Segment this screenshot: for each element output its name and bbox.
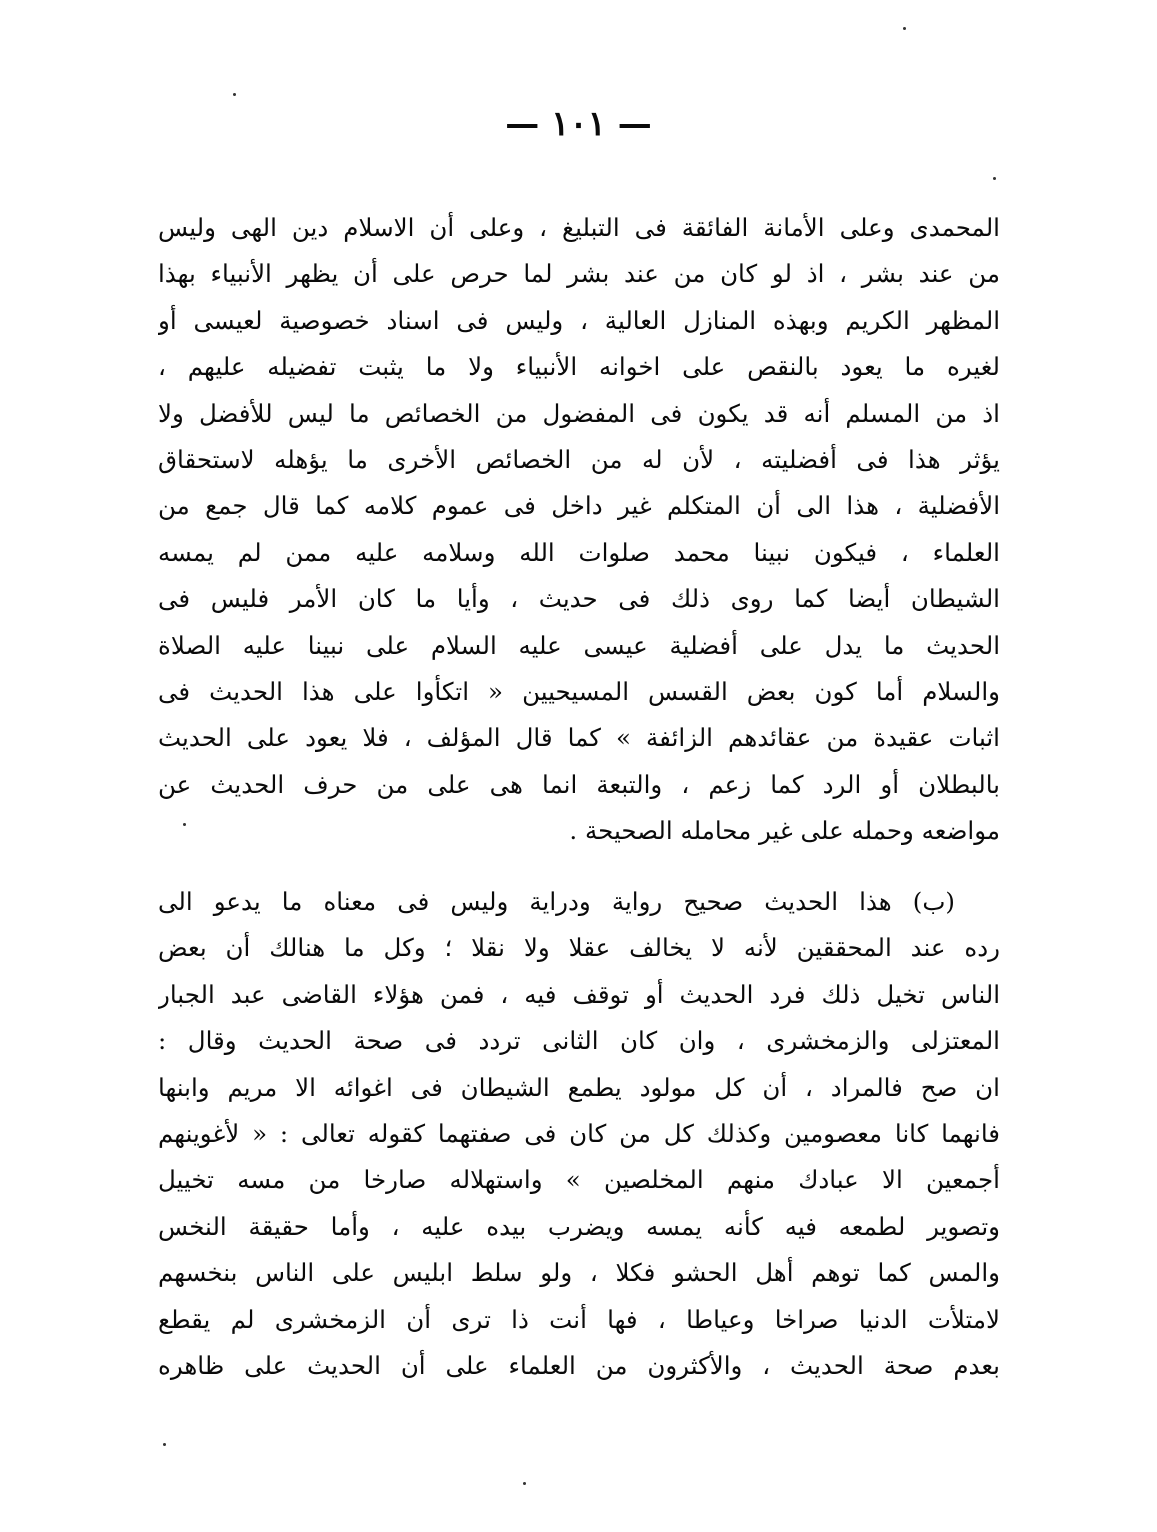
text-line: لامتلأت الدنيا صراخا وعياطا ، فها أنت ذا ترى أن الزمخشرى لم يقطع — [158, 1304, 1000, 1334]
text-line: الناس تخيل ذلك فرد الحديث أو توقف فيه ، فمن هؤلاء القاضى عبد الجبار — [158, 979, 1000, 1009]
text-line: بالبطلان أو الرد كما زعم ، والتبعة انما هى على من حرف الحديث عن — [158, 769, 1000, 799]
text-line: يؤثر هذا فى أفضليته ، لأن له من الخصائص الأخرى ما يؤهله لاستحقاق — [158, 444, 1000, 474]
paragraph-2 — [158, 879, 1000, 1389]
text-line: الحديث ما يدل على أفضلية عيسى عليه السلام على نبينا عليه الصلاة — [158, 630, 1000, 660]
text-line: مواضعه وحمله على غير محامله الصحيحة . — [569, 816, 1000, 846]
scan-speck — [903, 27, 906, 30]
scan-speck — [233, 93, 236, 96]
text-line: المحمدى وعلى الأمانة الفائقة فى التبليغ ، وعلى أن الاسلام دين الهى وليس — [158, 213, 1000, 242]
text-line: بعدم صحة الحديث ، والأكثرون من العلماء على أن الحديث على ظاهره — [158, 1350, 1000, 1380]
text-line: ان صح فالمراد ، أن كل مولود يطمع الشيطان فى اغوائه الا مريم وابنها — [158, 1072, 1000, 1102]
text-line: أجمعين الا عبادك منهم المخلصين » واستهلاله صارخا من مسه تخييل — [158, 1165, 1000, 1195]
scan-speck — [163, 1443, 166, 1446]
text-line: رده عند المحققين لأنه لا يخالف عقلا ولا نقلا ؛ وكل ما هنالك أن بعض — [158, 933, 1000, 963]
text-line: والمس كما توهم أهل الحشو فكلا ، ولو سلط ابليس على الناس بنخسهم — [158, 1258, 1000, 1288]
scan-speck — [523, 1482, 526, 1485]
text-line: المظهر الكريم وبهذه المنازل العالية ، وليس فى اسناد خصوصية لعيسى أو — [158, 305, 1000, 335]
text-line: الشيطان أيضا كما روى ذلك فى حديث ، وأيا ما كان الأمر فليس فى — [158, 584, 1000, 614]
text-line: فانهما كانا معصومين وكذلك كل من كان فى صفتهما كقوله تعالى : « لأغوينهم — [158, 1118, 1000, 1148]
text-line: (ب) هذا الحديث صحيح رواية ودراية وليس فى معناه ما يدعو الى — [158, 887, 955, 916]
page-number: — ١٠١ — — [505, 104, 652, 144]
scan-speck — [183, 823, 186, 826]
paragraph-1 — [158, 205, 1000, 854]
scan-speck — [993, 177, 996, 180]
text-line: من عند بشر ، اذ لو كان من عند بشر لما حرص على أن يظهر الأنبياء بهذا — [158, 259, 1000, 289]
text-line: لغيره ما يعود بالنقص على اخوانه الأنبياء ولا ما يثبت تفضيله عليهم ، — [158, 352, 1000, 382]
text-line: اذ من المسلم أنه قد يكون فى المفضول من الخصائص ما ليس للأفضل ولا — [158, 398, 1000, 428]
text-line: والسلام أما كون بعض القسس المسيحيين « اتكأوا على هذا الحديث فى — [158, 676, 1000, 706]
text-line: المعتزلى والزمخشرى ، وان كان الثانى تردد فى صحة الحديث وقال : — [158, 1026, 1000, 1056]
text-line: اثبات عقيدة من عقائدهم الزائفة » كما قال المؤلف ، فلا يعود على الحديث — [158, 723, 1000, 753]
text-line: وتصوير لطمعه فيه كأنه يمسه ويضرب بيده عليه ، وأما حقيقة النخس — [158, 1211, 1000, 1241]
text-line: الأفضلية ، هذا الى أن المتكلم غير داخل فى عموم كلامه كما قال جمع من — [158, 491, 1000, 521]
text-line: العلماء ، فيكون نبينا محمد صلوات الله وسلامه عليه ممن لم يمسه — [158, 537, 1000, 567]
